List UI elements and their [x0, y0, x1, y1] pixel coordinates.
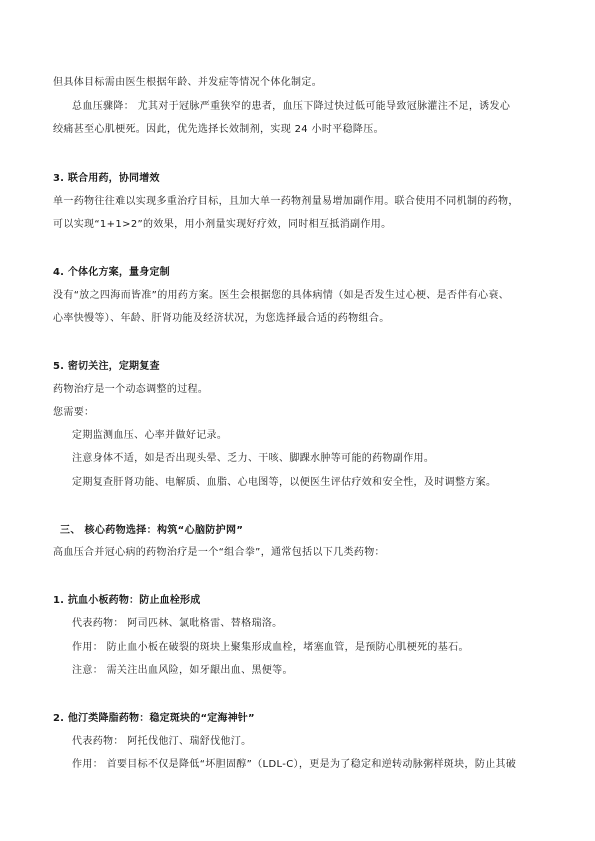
detail-line: 注意： 需关注出血风险，如牙龈出血、黑便等。: [72, 665, 293, 676]
section-heading: 1. 抗血小板药物：防止血栓形成: [53, 595, 201, 606]
list-item: 定期监测血压、心率并做好记录。: [72, 430, 228, 441]
chapter-heading: 三、 核心药物选择：构筑“心脑防护网”: [60, 525, 244, 536]
detail-line: 代表药物： 阿托伐他汀、瑞舒伐他汀。: [72, 736, 252, 747]
section-heading: 2. 他汀类降脂药物：稳定斑块的“定海神针”: [53, 713, 255, 724]
list-item: 定期复查肝肾功能、电解质、血脂、心电图等，以便医生评估疗效和安全性，及时调整方案。: [72, 477, 497, 488]
paragraph-line: 心率快慢等）、年龄、肝肾功能及经济状况，为您选择最合适的药物组合。: [53, 313, 390, 324]
section-heading: 5. 密切关注，定期复查: [53, 361, 160, 372]
paragraph-line: 您需要：: [53, 407, 95, 418]
section-heading: 3. 联合用药，协同增效: [53, 173, 160, 184]
paragraph-line: 高血压合并冠心病的药物治疗是一个“组合拳”，通常包括以下几类药物：: [53, 547, 385, 558]
paragraph-line: 可以实现“1+1>2”的效果，用小剂量实现好疗效，同时相互抵消副作用。: [53, 219, 392, 230]
paragraph-line: 药物治疗是一个动态调整的过程。: [53, 384, 209, 395]
paragraph-line: 但具体目标需由医生根据年龄、并发症等情况个体化制定。: [53, 77, 323, 88]
detail-line: 代表药物： 阿司匹林、氯吡格雷、替格瑞洛。: [72, 618, 283, 629]
paragraph-line: 总血压骤降： 尤其对于冠脉严重狭窄的患者，血压下降过快过低可能导致冠脉灌注不足，诱发心: [72, 101, 511, 112]
paragraph-line: 绞痛甚至心肌梗死。因此，优先选择长效制剂，实现 24 小时平稳降压。: [53, 124, 384, 135]
detail-line: 作用： 首要目标不仅是降低“坏胆固醇”（LDL-C），更是为了稳定和逆转动脉粥样斑块，防止其破: [72, 759, 517, 770]
paragraph-line: 单一药物往往难以实现多重治疗目标，且加大单一药物剂量易增加副作用。联合使用不同机制的药物，: [53, 196, 519, 207]
paragraph-line: 没有“放之四海而皆准”的用药方案。医生会根据您的具体病情（如是否发生过心梗、是否伴有心衰、: [53, 290, 510, 301]
section-heading: 4. 个体化方案，量身定制: [53, 267, 170, 278]
detail-line: 作用： 防止血小板在破裂的斑块上聚集形成血栓，堵塞血管，是预防心肌梗死的基石。: [72, 642, 469, 653]
list-item: 注意身体不适，如是否出现头晕、乏力、干咳、脚踝水肿等可能的药物副作用。: [72, 453, 435, 464]
